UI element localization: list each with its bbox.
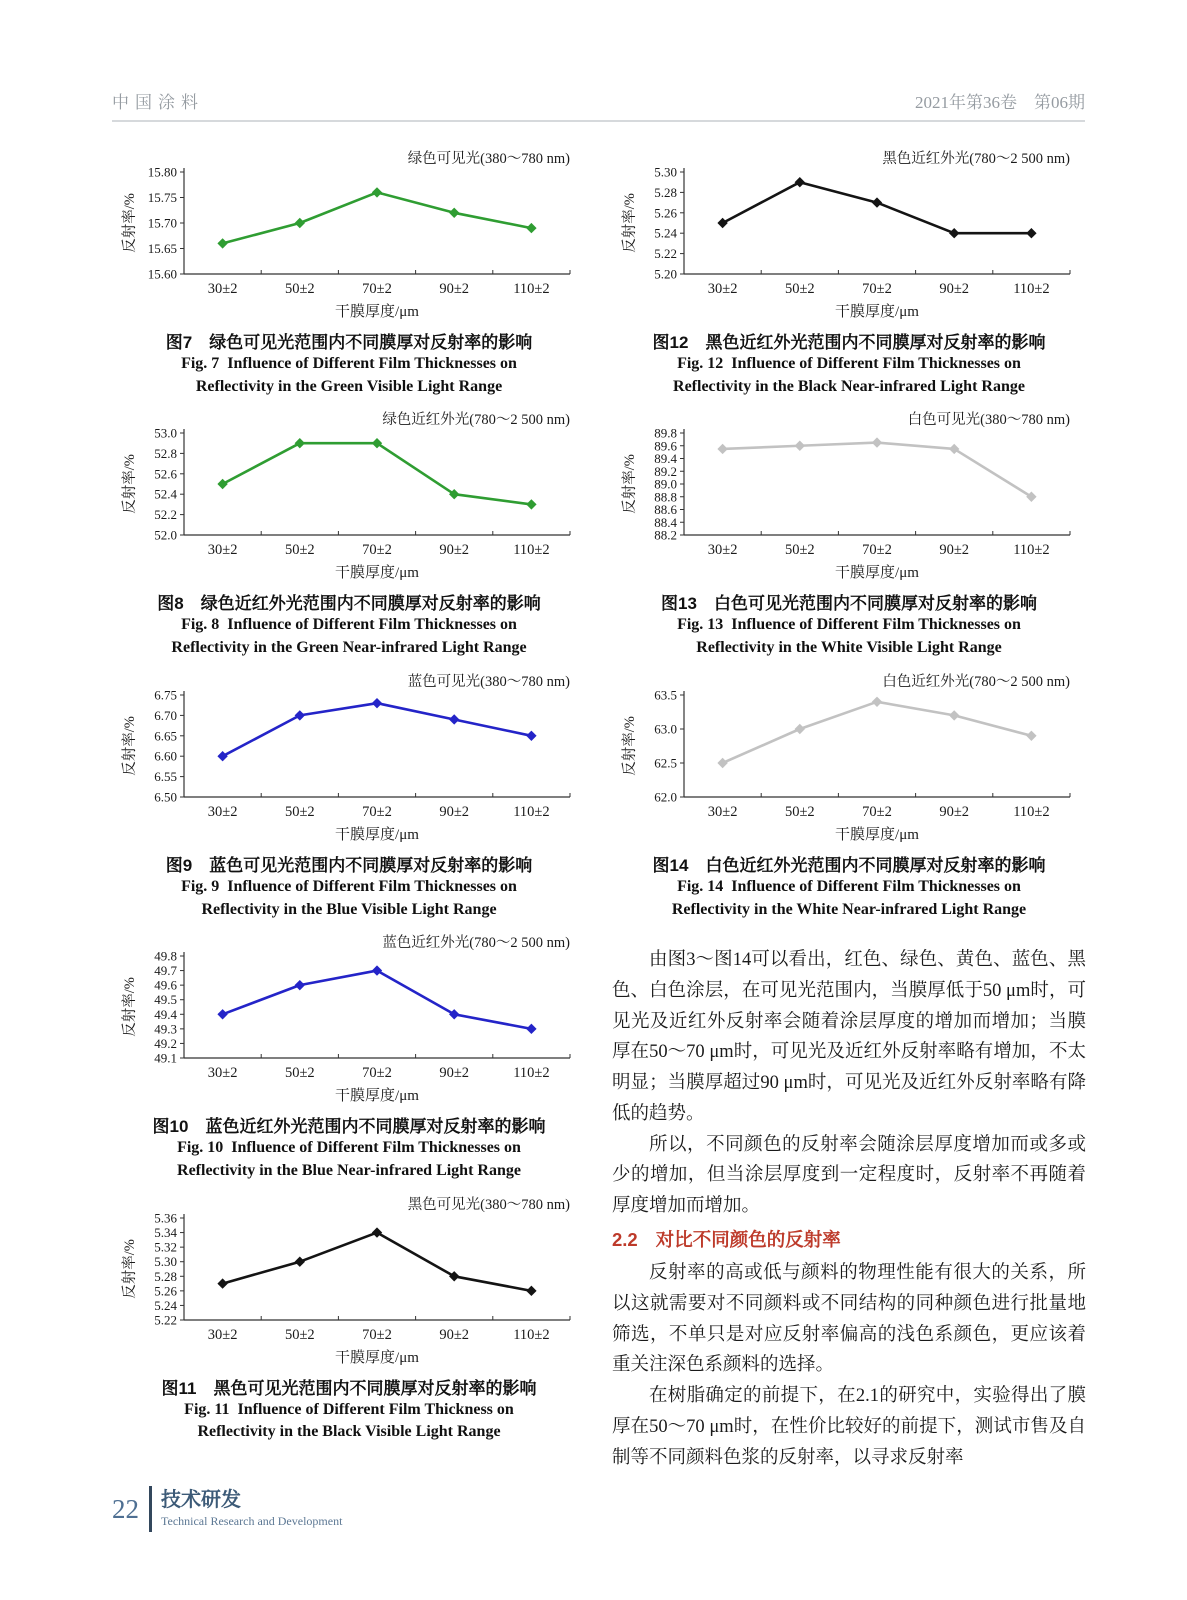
footer-section-en: Technical Research and Development <box>161 1514 343 1528</box>
svg-text:110±2: 110±2 <box>513 803 550 820</box>
fig8-series-label: 绿色近红外光(780～2 500 nm) <box>382 412 570 429</box>
svg-text:49.3: 49.3 <box>154 1021 177 1037</box>
svg-text:30±2: 30±2 <box>207 542 238 559</box>
svg-text:70±2: 70±2 <box>862 281 892 297</box>
svg-text:110±2: 110±2 <box>1013 281 1050 297</box>
fig7-caption <box>112 328 586 398</box>
fig7-caption-zh: 图7 绿色可见光范围内不同膜厚对反射率的影响 <box>165 333 533 352</box>
issue-info: 2021年第36卷 第06期 <box>915 93 1085 112</box>
svg-text:15.70: 15.70 <box>147 215 177 231</box>
figure-fig9 <box>112 669 586 921</box>
section-heading <box>612 1225 1086 1256</box>
svg-text:反射率/%: 反射率/% <box>122 977 138 1038</box>
fig14-series-label: 白色近红外光(780～2 500 nm) <box>882 673 1070 690</box>
svg-text:15.65: 15.65 <box>147 241 177 256</box>
svg-text:5.26: 5.26 <box>654 205 677 221</box>
svg-text:50±2: 50±2 <box>784 281 815 297</box>
section-title: 对比不同颜色的反射率 <box>655 1228 841 1250</box>
svg-text:110±2: 110±2 <box>513 281 550 297</box>
svg-text:110±2: 110±2 <box>1013 803 1050 820</box>
svg-text:反射率/%: 反射率/% <box>122 1238 138 1299</box>
svg-text:15.75: 15.75 <box>147 190 177 205</box>
fig9-caption-en: Fig. 9 Influence of Different Film Thicknesses on Reflectivity in the Blue Visible Light Range <box>181 877 517 918</box>
fig9-caption <box>112 851 586 921</box>
svg-text:反射率/%: 反射率/% <box>122 716 138 776</box>
svg-text:52.8: 52.8 <box>154 446 177 462</box>
svg-text:30±2: 30±2 <box>207 1065 238 1082</box>
svg-text:90±2: 90±2 <box>939 542 970 559</box>
fig13-chart <box>618 407 1080 581</box>
figure-fig10 <box>112 930 586 1182</box>
svg-text:110±2: 110±2 <box>513 1326 550 1343</box>
right-column <box>612 146 1086 1473</box>
fig9-series-label: 蓝色可见光(380～780 nm) <box>407 673 570 690</box>
svg-text:反射率/%: 反射率/% <box>622 193 638 253</box>
svg-text:干膜厚度/μm: 干膜厚度/μm <box>335 1088 419 1105</box>
fig10-caption <box>112 1112 586 1182</box>
svg-text:5.36: 5.36 <box>154 1210 177 1226</box>
svg-text:62.0: 62.0 <box>654 789 677 805</box>
paragraph: 反射率的高或低与颜料的物理性能有很大的关系，所以这就需要对不同颜料或不同结构的同种颜色进行批量地筛选，不单只是对应反射率偏高的浅色系颜色，更应该着重关注深色系颜料的选择。 <box>612 1263 1086 1376</box>
fig12-series-label: 黑色近红外光(780～2 500 nm) <box>882 151 1070 167</box>
svg-text:70±2: 70±2 <box>862 542 892 559</box>
svg-text:52.0: 52.0 <box>154 527 177 543</box>
svg-text:5.26: 5.26 <box>154 1283 177 1299</box>
svg-text:52.2: 52.2 <box>154 507 177 523</box>
svg-text:52.4: 52.4 <box>154 487 177 503</box>
svg-text:49.2: 49.2 <box>154 1036 177 1052</box>
svg-text:88.8: 88.8 <box>654 489 677 505</box>
fig11-caption-en: Fig. 11 Influence of Different Film Thickness on Reflectivity in the Black Visible Light Range <box>184 1400 514 1441</box>
svg-text:53.0: 53.0 <box>154 425 177 441</box>
svg-text:62.5: 62.5 <box>654 755 677 771</box>
svg-text:52.6: 52.6 <box>154 466 177 482</box>
svg-text:49.1: 49.1 <box>154 1050 177 1066</box>
fig10-caption-en: Fig. 10 Influence of Different Film Thicknesses on Reflectivity in the Blue Near-infrared Light Range <box>177 1139 521 1180</box>
fig11-caption <box>112 1374 586 1444</box>
fig12-caption <box>612 328 1086 398</box>
svg-text:干膜厚度/μm: 干膜厚度/μm <box>835 304 919 320</box>
svg-text:反射率/%: 反射率/% <box>622 454 638 515</box>
svg-text:15.60: 15.60 <box>147 266 177 282</box>
journal-name: 中国涂料 <box>112 93 204 112</box>
svg-text:70±2: 70±2 <box>362 281 392 297</box>
svg-text:70±2: 70±2 <box>862 803 892 820</box>
paragraph: 在树脂确定的前提下，在2.1的研究中，实验得出了膜厚在50～70 μm时，在性价比较好的前提下，测试市售及自制等不同颜料色浆的反射率，以寻求反射率 <box>612 1386 1086 1468</box>
fig7-chart <box>118 146 580 320</box>
fig8-caption <box>112 589 586 659</box>
svg-text:49.7: 49.7 <box>154 963 177 979</box>
svg-text:70±2: 70±2 <box>362 542 392 559</box>
svg-text:30±2: 30±2 <box>707 281 738 297</box>
svg-text:5.32: 5.32 <box>154 1239 177 1255</box>
svg-text:90±2: 90±2 <box>439 281 470 297</box>
svg-text:6.60: 6.60 <box>154 748 177 764</box>
svg-text:110±2: 110±2 <box>513 542 550 559</box>
fig13-caption <box>612 589 1086 659</box>
svg-text:反射率/%: 反射率/% <box>122 454 138 515</box>
svg-text:5.24: 5.24 <box>154 1297 177 1313</box>
svg-text:89.0: 89.0 <box>654 476 677 492</box>
svg-text:49.6: 49.6 <box>154 977 177 993</box>
footer-divider <box>149 1486 152 1532</box>
fig12-caption-zh: 图12 黑色近红外光范围内不同膜厚对反射率的影响 <box>652 333 1046 352</box>
fig14-caption-zh: 图14 白色近红外光范围内不同膜厚对反射率的影响 <box>652 855 1046 875</box>
fig10-series-label: 蓝色近红外光(780～2 500 nm) <box>382 935 570 952</box>
svg-text:49.8: 49.8 <box>154 948 177 964</box>
figure-fig11 <box>112 1192 586 1444</box>
svg-text:50±2: 50±2 <box>284 281 315 297</box>
svg-text:90±2: 90±2 <box>939 281 970 297</box>
figure-fig8 <box>112 407 586 659</box>
two-column-layout <box>112 146 1085 1473</box>
footer-section-zh: 技术研发 <box>161 1489 241 1511</box>
svg-text:6.50: 6.50 <box>154 789 177 805</box>
svg-text:5.30: 5.30 <box>654 164 677 180</box>
svg-text:88.6: 88.6 <box>654 502 677 518</box>
svg-text:干膜厚度/μm: 干膜厚度/μm <box>835 826 919 843</box>
svg-text:5.34: 5.34 <box>154 1224 177 1240</box>
svg-text:30±2: 30±2 <box>707 803 738 820</box>
svg-text:50±2: 50±2 <box>784 542 815 559</box>
svg-text:63.5: 63.5 <box>654 687 677 703</box>
paragraph: 所以，不同颜色的反射率会随涂层厚度增加而或多或少的增加，但当涂层厚度到一定程度时，反射率不再随着厚度增加而增加。 <box>612 1134 1086 1216</box>
svg-text:88.4: 88.4 <box>654 515 677 531</box>
svg-text:干膜厚度/μm: 干膜厚度/μm <box>835 565 919 582</box>
svg-text:5.30: 5.30 <box>154 1253 177 1269</box>
fig7-series-label: 绿色可见光(380～780 nm) <box>407 151 570 167</box>
fig13-series-label: 白色可见光(380～780 nm) <box>907 412 1070 429</box>
svg-text:90±2: 90±2 <box>939 803 970 820</box>
fig8-chart <box>118 407 580 581</box>
svg-text:110±2: 110±2 <box>1013 542 1050 559</box>
svg-text:89.8: 89.8 <box>654 425 677 441</box>
svg-text:50±2: 50±2 <box>284 542 315 559</box>
page-header <box>112 88 1085 122</box>
svg-text:50±2: 50±2 <box>284 1065 315 1082</box>
fig8-caption-en: Fig. 8 Influence of Different Film Thicknesses on Reflectivity in the Green Near-infrared Light Range <box>171 616 527 657</box>
fig12-caption-en: Fig. 12 Influence of Different Film Thicknesses on Reflectivity in the Black Near-infrared Light Range <box>673 355 1025 395</box>
page-number: 22 <box>112 1493 139 1524</box>
svg-text:50±2: 50±2 <box>284 1326 315 1343</box>
fig11-series-label: 黑色可见光(380～780 nm) <box>407 1196 570 1213</box>
svg-text:90±2: 90±2 <box>439 542 470 559</box>
article-body <box>612 945 1086 1473</box>
svg-text:90±2: 90±2 <box>439 1065 470 1082</box>
svg-text:5.20: 5.20 <box>654 266 677 282</box>
svg-text:30±2: 30±2 <box>207 281 238 297</box>
figure-fig14 <box>612 669 1086 921</box>
svg-text:90±2: 90±2 <box>439 803 470 820</box>
svg-text:反射率/%: 反射率/% <box>122 193 138 253</box>
svg-text:30±2: 30±2 <box>707 542 738 559</box>
fig9-chart <box>118 669 580 843</box>
page-footer <box>112 1486 342 1532</box>
fig13-caption-zh: 图13 白色可见光范围内不同膜厚对反射率的影响 <box>661 594 1037 614</box>
fig12-chart <box>618 146 1080 320</box>
svg-text:干膜厚度/μm: 干膜厚度/μm <box>335 565 419 582</box>
svg-text:70±2: 70±2 <box>362 1326 392 1343</box>
paragraph: 由图3～图14可以看出，红色、绿色、黄色、蓝色、黑色、白色涂层，在可见光范围内，当膜厚低于50 μm时，可见光及近红外反射率会随着涂层厚度的增加而增加；当膜厚在50～70 μm时，可见光及近红外反射率略有增加，不太明显；当膜厚超过90 μm时，可见光及近红外反射率略有降低的趋势。 <box>612 950 1086 1124</box>
svg-text:50±2: 50±2 <box>284 803 315 820</box>
svg-text:49.4: 49.4 <box>154 1007 177 1023</box>
fig14-chart <box>618 669 1080 843</box>
svg-text:30±2: 30±2 <box>207 1326 238 1343</box>
svg-text:89.6: 89.6 <box>654 438 677 454</box>
fig7-caption-en: Fig. 7 Influence of Different Film Thicknesses on Reflectivity in the Green Visible Light Range <box>181 355 517 395</box>
svg-text:63.0: 63.0 <box>654 721 677 737</box>
svg-text:5.22: 5.22 <box>154 1312 177 1328</box>
svg-text:5.24: 5.24 <box>654 225 677 241</box>
svg-text:89.2: 89.2 <box>654 464 677 480</box>
fig11-caption-zh: 图11 黑色可见光范围内不同膜厚对反射率的影响 <box>161 1378 537 1398</box>
svg-text:干膜厚度/μm: 干膜厚度/μm <box>335 1349 419 1366</box>
fig10-chart <box>118 930 580 1104</box>
svg-text:6.55: 6.55 <box>154 768 177 784</box>
fig9-caption-zh: 图9 蓝色可见光范围内不同膜厚对反射率的影响 <box>165 855 533 875</box>
fig8-caption-zh: 图8 绿色近红外光范围内不同膜厚对反射率的影响 <box>157 594 541 614</box>
svg-text:5.28: 5.28 <box>654 184 677 200</box>
fig14-caption <box>612 851 1086 921</box>
svg-text:反射率/%: 反射率/% <box>622 716 638 776</box>
svg-text:110±2: 110±2 <box>513 1065 550 1082</box>
fig10-caption-zh: 图10 蓝色近红外光范围内不同膜厚对反射率的影响 <box>152 1117 546 1137</box>
svg-text:70±2: 70±2 <box>362 1065 392 1082</box>
svg-text:50±2: 50±2 <box>784 803 815 820</box>
figure-fig13 <box>612 407 1086 659</box>
svg-text:5.22: 5.22 <box>654 246 677 262</box>
fig14-caption-en: Fig. 14 Influence of Different Film Thicknesses on Reflectivity in the White Near-infrared Light Range <box>671 877 1027 918</box>
svg-text:30±2: 30±2 <box>207 803 238 820</box>
svg-text:5.28: 5.28 <box>154 1268 177 1284</box>
svg-text:6.65: 6.65 <box>154 728 177 744</box>
svg-text:干膜厚度/μm: 干膜厚度/μm <box>335 826 419 843</box>
svg-text:干膜厚度/μm: 干膜厚度/μm <box>335 304 419 320</box>
fig11-chart <box>118 1192 580 1366</box>
svg-text:70±2: 70±2 <box>362 803 392 820</box>
section-number: 2.2 <box>612 1228 638 1250</box>
svg-text:49.5: 49.5 <box>154 992 177 1008</box>
svg-text:90±2: 90±2 <box>439 1326 470 1343</box>
svg-text:88.2: 88.2 <box>654 527 677 543</box>
figure-fig12 <box>612 146 1086 398</box>
svg-text:15.80: 15.80 <box>147 164 177 180</box>
svg-text:6.70: 6.70 <box>154 707 177 723</box>
left-column <box>112 146 586 1473</box>
fig13-caption-en: Fig. 13 Influence of Different Film Thicknesses on Reflectivity in the White Visible Light Range <box>677 616 1021 657</box>
svg-text:6.75: 6.75 <box>154 687 177 703</box>
figure-fig7 <box>112 146 586 398</box>
svg-text:89.4: 89.4 <box>654 451 677 467</box>
